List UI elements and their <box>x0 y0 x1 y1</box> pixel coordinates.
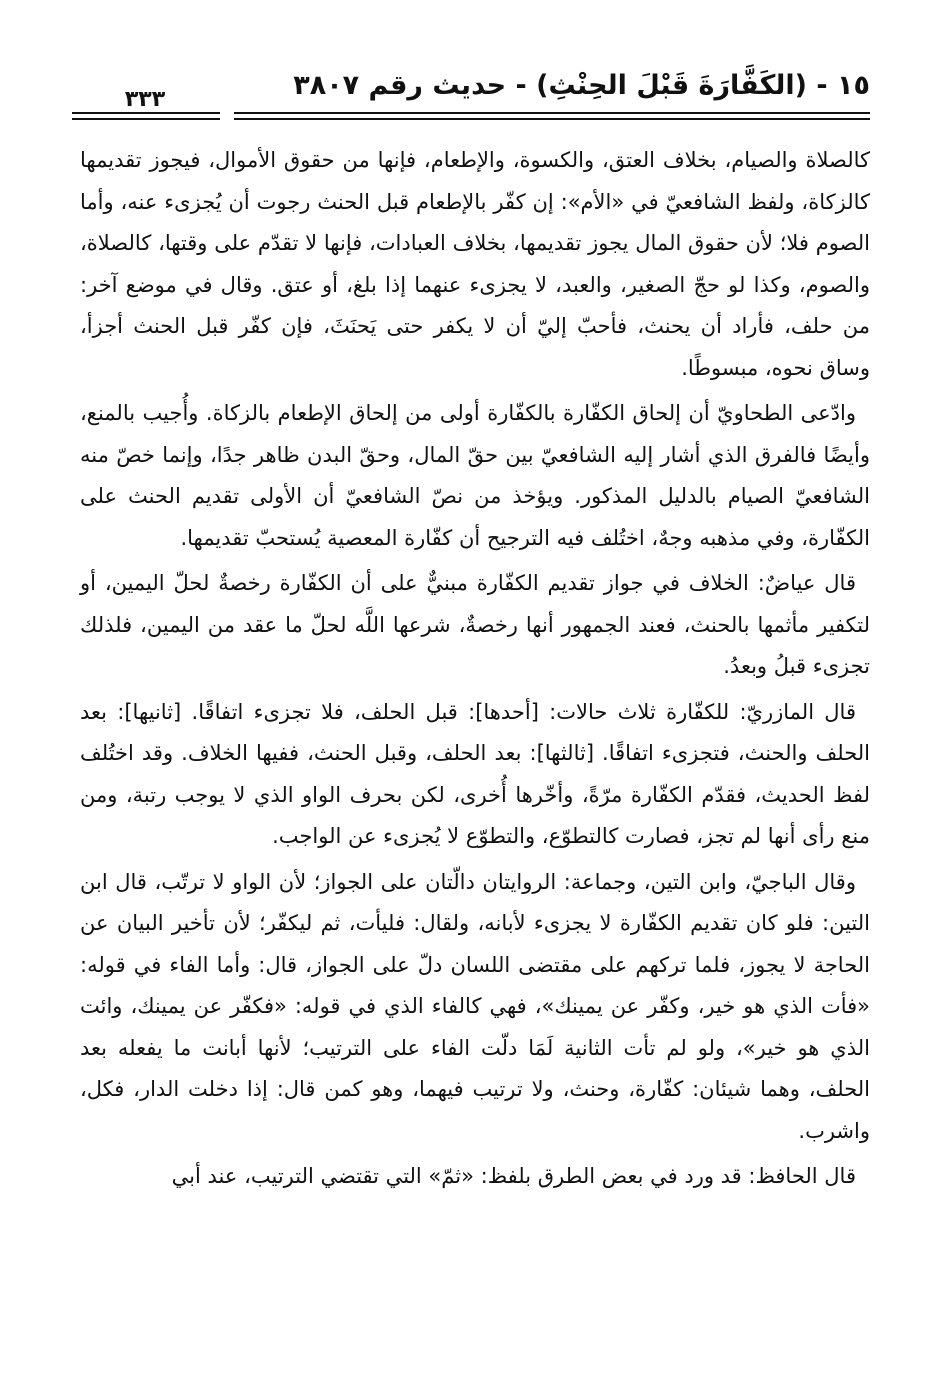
page-number: ٣٣٣ <box>124 87 166 112</box>
paragraph: قال عياضٌ: الخلاف في جواز تقديم الكفّارة مبنيٌّ على أن الكفّارة رخصةٌ لحلّ اليمين، أو لتكفير مأثمها بالحنث، فعند الجمهور أنها رخصةٌ، شرعها اللَّه لحلّ ما عقد من اليمين، فلذلك تجزىء قبلُ وبعدُ. <box>80 571 870 678</box>
paragraph: قال الحافظ: قد ورد في بعض الطرق بلفظ: «ثمّ» التي تقتضي الترتيب، عند أبي <box>171 1164 856 1188</box>
paragraph: وادّعى الطحاويّ أن إلحاق الكفّارة بالكفّارة أولى من إلحاق الإطعام بالزكاة. وأُجيب بالمنع، وأيضًا فالفرق الذي أشار إليه الشافعيّ بين حقّ المال، وحقّ البدن ظاهر جدًا، وإنما خصّ منه الشافعيّ الصيام بالدليل المذكور. ويؤخذ من نصّ الشافعيّ أن الأولى تقديم الحنث على الكفّارة، وفي مذهبه وجهٌ، اختُلف فيه الترجيح أن كفّارة المعصية يُستحبّ تقديمها. <box>80 401 870 550</box>
page-header <box>72 66 870 126</box>
header-double-rule <box>234 112 870 120</box>
chapter-title: ١٥ - (الكَفَّارَةَ قَبْلَ الحِنْثِ) - حديث رقم ٣٨٠٧ <box>293 70 870 101</box>
paragraph: كالصلاة والصيام، بخلاف العتق، والكسوة، والإطعام، فإنها من حقوق الأموال، فيجوز تقديمها كالزكاة، ولفظ الشافعيّ في «الأم»: إن كفّر بالإطعام قبل الحنث رجوت أن يُجزىء عنه، وأما الصوم فلا؛ لأن حقوق المال يجوز تقديمها، بخلاف العبادات، فإنها لا تقدّم على وقتها، كالصلاة، والصوم، وكذا لو حجّ الصغير، والعبد، لا يجزىء عنهما إذا بلغ، أو عتق. وقال في موضع آخر: من حلف، فأراد أن يحنث، فأحبّ إليّ أن لا يكفر حتى يَحنَثَ، فإن كفّر قبل الحنث أجزأ، وساق نحوه، مبسوطًا. <box>80 148 870 380</box>
body-text <box>80 140 870 1202</box>
paragraph: وقال الباجيّ، وابن التين، وجماعة: الروايتان دالّتان على الجواز؛ لأن الواو لا ترتّب، قال ابن التين: فلو كان تقديم الكفّارة لا يجزىء لأبانه، ولقال: فليأت، ثم ليكفّر؛ لأن تأخير البيان عن الحاجة لا يجوز، فلما تركهم على مقتضى اللسان دلّ على الجواز، قال: وأما الفاء في قوله: «فأت الذي هو خير، وكفّر عن يمينك»، فهي كالفاء الذي في قوله: «فكفّر عن يمينك، وائت الذي هو خير»، ولو لم تأت الثانية لَمَا دلّت الفاء على الترتيب؛ لأنها أبانت ما يفعله بعد الحلف، وهما شيئان: كفّارة، وحنث، ولا ترتيب فيهما، وهو كمن قال: إذا دخلت الدار، فكل، واشرب. <box>80 869 870 1143</box>
paragraph: قال المازريّ: للكفّارة ثلاث حالات: [أحدها]: قبل الحلف، فلا تجزىء اتفاقًا. [ثانيها]: بعد الحلف والحنث، فتجزىء اتفاقًا. [ثالثها]: بعد الحلف، وقبل الحنث، ففيها الخلاف. وقد اختُلف لفظ الحديث، فقدّم الكفّارة مرّةً، وأخّرها أُخرى، لكن بحرف الواو الذي لا يوجب رتبة، ومن منع رأى أنها لم تجز، فصارت كالتطوّع، والتطوّع لا يُجزىء عن الواجب. <box>80 699 870 848</box>
page-number-double-rule <box>72 112 220 120</box>
